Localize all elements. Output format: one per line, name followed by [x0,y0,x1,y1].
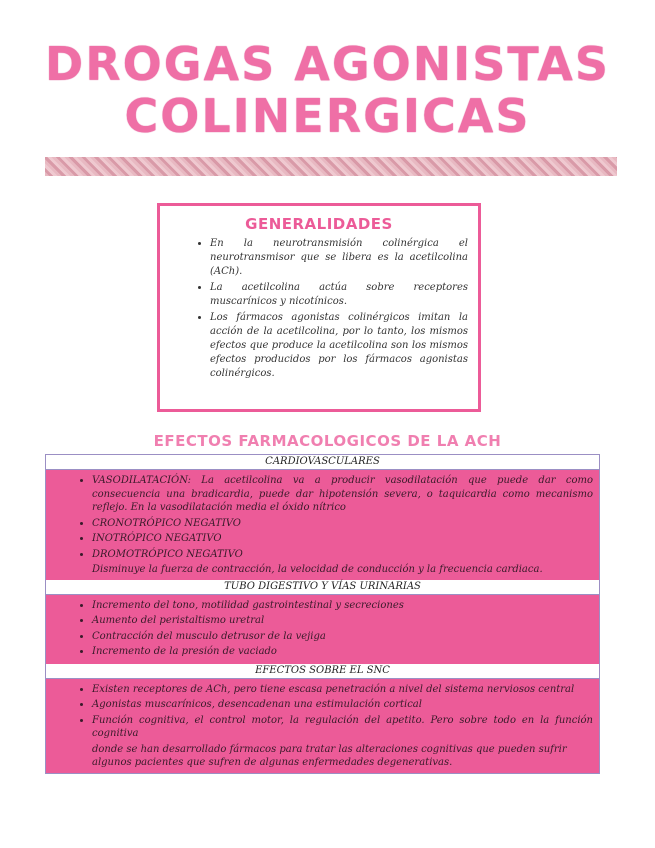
list-item: • Agonistas muscarínicos, desencadenan una estimulación cortical [92,698,593,712]
section-continuation: Disminuye la fuerza de contracción, la velocidad de conducción y la frecuencia cardiaca. [92,564,543,575]
list-item: • Incremento del tono, motilidad gastrointestinal y secreciones [92,599,593,613]
title-line-2: COLINERGICAS [124,89,531,143]
list-item: • En la neurotransmisión colinérgica el neurotransmisor que se libera es la acetilcolina (ACh). [210,237,468,279]
list-item: • CRONOTRÓPICO NEGATIVO [92,517,593,531]
list-item: • DROMOTRÓPICO NEGATIVO [92,548,593,562]
section-body-snc [46,679,599,773]
generalidades-heading: GENERALIDADES [245,215,393,233]
document-title [0,38,655,142]
generalidades-box [157,203,481,412]
list-item: • VASODILATACIÓN: La acetilcolina va a producir vasodilatación que puede dar como consecuencia una bradicardia, puede dar hipotensión severa, o taquicardia como mecanismo reflejo. En la vasodilatación media el óxido nítrico [92,474,593,515]
list-item: • Función cognitiva, el control motor, la regulación del apetito. Pero sobre todo en la función cognitiva [92,714,593,741]
effects-table [45,454,600,774]
section-header-cardiovasculares: CARDIOVASCULARES [46,455,599,470]
effects-heading: EFECTOS FARMACOLOGICOS DE LA ACH [153,432,502,450]
section-body-cardiovasculares [46,470,599,580]
list-item: • La acetilcolina actúa sobre receptores muscarínicos y nicotínicos. [210,281,468,309]
section-header-digestivo: TUBO DIGESTIVO Y VÍAS URINARIAS [46,580,599,595]
list-item: • Existen receptores de ACh, pero tiene escasa penetración a nivel del sistema nerviosos central [92,683,593,697]
list-item: • Aumento del peristaltismo uretral [92,614,593,628]
decorative-banner [45,157,617,176]
generalidades-list [160,237,478,381]
list-item: • INOTRÓPICO NEGATIVO [92,532,593,546]
section-continuation: donde se han desarrollado fármacos para tratar las alteraciones cognitivas que pueden sufrir algunos pacientes que sufren de algunas enfermedades degenerativas. [92,743,567,768]
section-body-digestivo [46,595,599,664]
list-item: • Incremento de la presión de vaciado [92,645,593,659]
section-header-snc: EFECTOS SOBRE EL SNC [46,664,599,679]
list-item: • Los fármacos agonistas colinérgicos imitan la acción de la acetilcolina, por lo tanto, los mismos efectos que produce la acetilcolina son los mismos efectos producidos por los fármacos agonistas colinérgicos. [210,311,468,381]
list-item: • Contracción del musculo detrusor de la vejiga [92,630,593,644]
title-line-1: DROGAS AGONISTAS [45,37,610,91]
